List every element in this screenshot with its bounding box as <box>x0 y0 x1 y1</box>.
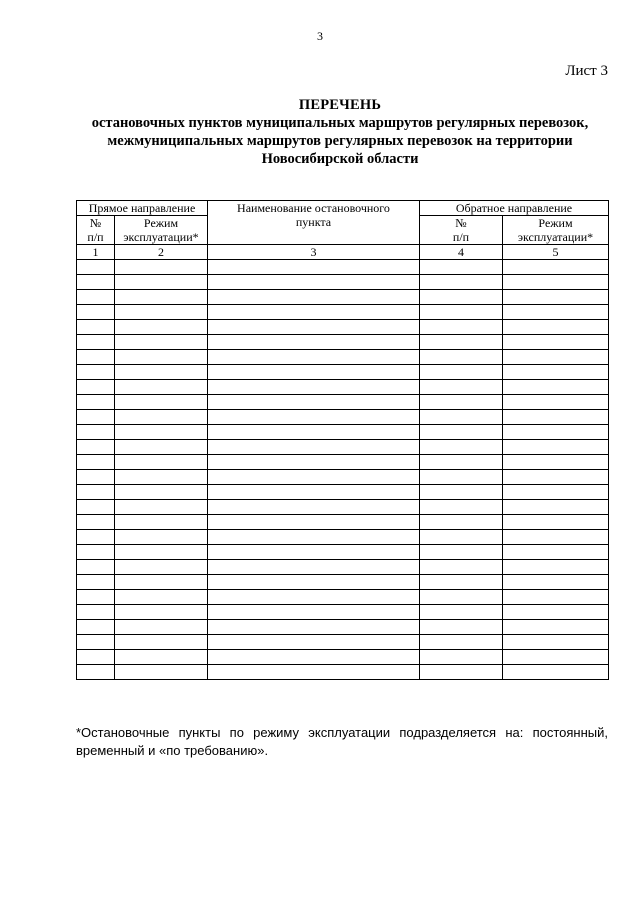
table-cell <box>503 590 609 605</box>
table-cell <box>420 470 503 485</box>
title-main: ПЕРЕЧЕНЬ <box>298 97 382 113</box>
table-row <box>77 455 609 470</box>
mode-sublabel: эксплуатации* <box>123 230 199 244</box>
table-cell <box>77 455 115 470</box>
table-row <box>77 380 609 395</box>
table-cell <box>208 320 420 335</box>
table-row <box>77 545 609 560</box>
table-cell <box>420 605 503 620</box>
table-row <box>77 620 609 635</box>
table-cell <box>420 635 503 650</box>
table-cell <box>77 440 115 455</box>
table-cell <box>503 305 609 320</box>
table-cell <box>208 455 420 470</box>
table-cell <box>115 455 208 470</box>
table-cell <box>77 260 115 275</box>
table-cell <box>208 410 420 425</box>
table-cell <box>115 635 208 650</box>
num-abbrev: п/п <box>452 230 470 244</box>
table-cell <box>503 620 609 635</box>
table-cell <box>77 380 115 395</box>
table-cell <box>503 380 609 395</box>
table-cell <box>503 425 609 440</box>
table-cell <box>420 620 503 635</box>
table-row <box>77 440 609 455</box>
table-row <box>77 350 609 365</box>
stops-table <box>76 200 609 680</box>
table-cell <box>208 620 420 635</box>
table-cell <box>208 500 420 515</box>
table-cell <box>503 335 609 350</box>
document-title <box>60 96 620 168</box>
table-cell <box>115 530 208 545</box>
table-cell <box>208 530 420 545</box>
sheet-label: Лист 3 <box>565 63 608 79</box>
column-number: 1 <box>77 245 115 260</box>
table-row <box>77 470 609 485</box>
table-cell <box>503 560 609 575</box>
table-cell <box>77 605 115 620</box>
table-cell <box>77 545 115 560</box>
table-cell <box>420 395 503 410</box>
table-cell <box>115 545 208 560</box>
table-cell <box>77 515 115 530</box>
reverse-num-header <box>420 216 503 245</box>
table-cell <box>115 500 208 515</box>
table-cell <box>420 515 503 530</box>
table-cell <box>420 305 503 320</box>
table-cell <box>115 350 208 365</box>
table-cell <box>503 530 609 545</box>
table-cell <box>77 395 115 410</box>
num-abbrev: п/п <box>87 230 104 244</box>
table-cell <box>503 395 609 410</box>
table-cell <box>420 650 503 665</box>
table-cell <box>77 275 115 290</box>
table-cell <box>503 275 609 290</box>
table-cell <box>503 515 609 530</box>
column-number-row <box>77 245 609 260</box>
table-cell <box>77 470 115 485</box>
mode-label: Режим <box>538 216 573 230</box>
title-line-1: остановочных пунктов муниципальных маршрутов регулярных перевозок, <box>91 115 589 131</box>
table-cell <box>208 575 420 590</box>
table-row <box>77 365 609 380</box>
header-row-1 <box>77 201 609 216</box>
footnote: *Остановочные пункты по режиму эксплуатации подразделяется на: постоянный, временный и «по требованию». <box>76 725 608 758</box>
column-number: 2 <box>115 245 208 260</box>
table-cell <box>115 665 208 680</box>
table-cell <box>115 620 208 635</box>
stop-name-header: Наименование остановочного пункта <box>208 201 420 245</box>
column-number: 4 <box>420 245 503 260</box>
table-cell <box>77 350 115 365</box>
table-cell <box>420 365 503 380</box>
table-cell <box>115 470 208 485</box>
title-line-3: Новосибирской области <box>261 151 419 167</box>
table-row <box>77 320 609 335</box>
table-cell <box>77 650 115 665</box>
table-cell <box>77 320 115 335</box>
table-cell <box>420 290 503 305</box>
table-cell <box>208 290 420 305</box>
table-row <box>77 395 609 410</box>
table-cell <box>115 605 208 620</box>
table-cell <box>77 620 115 635</box>
table-cell <box>208 440 420 455</box>
table-cell <box>420 440 503 455</box>
table-cell <box>420 410 503 425</box>
table-cell <box>208 350 420 365</box>
table-cell <box>115 290 208 305</box>
table-cell <box>503 500 609 515</box>
mode-label: Режим <box>143 216 179 230</box>
table-cell <box>77 335 115 350</box>
table-cell <box>420 560 503 575</box>
table-cell <box>503 635 609 650</box>
table-row <box>77 665 609 680</box>
table-cell <box>420 320 503 335</box>
table-cell <box>503 410 609 425</box>
table-cell <box>420 425 503 440</box>
table-row <box>77 590 609 605</box>
table-cell <box>503 665 609 680</box>
table-cell <box>208 485 420 500</box>
num-symbol: № <box>89 216 102 230</box>
table-cell <box>115 275 208 290</box>
table-row <box>77 290 609 305</box>
table-cell <box>420 530 503 545</box>
forward-mode-header <box>115 216 208 245</box>
table-cell <box>115 650 208 665</box>
table-cell <box>77 365 115 380</box>
table-cell <box>77 305 115 320</box>
table-cell <box>420 485 503 500</box>
table-cell <box>503 545 609 560</box>
table-cell <box>115 575 208 590</box>
table-row <box>77 275 609 290</box>
table-cell <box>420 260 503 275</box>
table-cell <box>115 425 208 440</box>
table-cell <box>77 635 115 650</box>
table-cell <box>77 485 115 500</box>
table-cell <box>420 335 503 350</box>
table-cell <box>420 455 503 470</box>
table-cell <box>503 440 609 455</box>
table-cell <box>420 500 503 515</box>
table-cell <box>208 545 420 560</box>
table-row <box>77 425 609 440</box>
table-cell <box>503 365 609 380</box>
table-cell <box>208 365 420 380</box>
table-row <box>77 485 609 500</box>
num-symbol: № <box>455 216 467 230</box>
table-cell <box>420 665 503 680</box>
table-cell <box>420 575 503 590</box>
table-cell <box>77 665 115 680</box>
table-cell <box>503 485 609 500</box>
table-row <box>77 575 609 590</box>
table-row <box>77 305 609 320</box>
reverse-direction-header: Обратное направление <box>420 201 609 216</box>
table-cell <box>115 395 208 410</box>
table-cell <box>503 350 609 365</box>
table-cell <box>420 545 503 560</box>
table-cell <box>115 440 208 455</box>
page-number: 3 <box>317 29 323 43</box>
table-cell <box>77 575 115 590</box>
table-row <box>77 635 609 650</box>
table-cell <box>115 365 208 380</box>
table-cell <box>77 425 115 440</box>
table-row <box>77 260 609 275</box>
table-cell <box>115 410 208 425</box>
table-cell <box>77 500 115 515</box>
table-cell <box>208 380 420 395</box>
table-cell <box>503 605 609 620</box>
table-row <box>77 530 609 545</box>
table-cell <box>208 335 420 350</box>
table-cell <box>208 605 420 620</box>
table-cell <box>208 635 420 650</box>
mode-sublabel: эксплуатации* <box>517 230 594 244</box>
reverse-mode-header <box>503 216 609 245</box>
table-cell <box>77 560 115 575</box>
table-cell <box>208 260 420 275</box>
table-cell <box>208 470 420 485</box>
table-cell <box>503 290 609 305</box>
table-cell <box>208 650 420 665</box>
table-cell <box>115 560 208 575</box>
table-cell <box>503 455 609 470</box>
table-row <box>77 500 609 515</box>
table-row <box>77 410 609 425</box>
table-cell <box>208 515 420 530</box>
table-cell <box>77 590 115 605</box>
table-cell <box>503 260 609 275</box>
table-cell <box>420 380 503 395</box>
table-cell <box>208 395 420 410</box>
table-cell <box>77 290 115 305</box>
table-cell <box>77 530 115 545</box>
table-cell <box>115 380 208 395</box>
table-cell <box>503 650 609 665</box>
column-number: 3 <box>208 245 420 260</box>
table-cell <box>420 275 503 290</box>
table-cell <box>208 665 420 680</box>
table-cell <box>503 470 609 485</box>
title-line-2: межмуниципальных маршрутов регулярных перевозок на территории <box>107 133 573 149</box>
table-cell <box>208 590 420 605</box>
table-cell <box>115 335 208 350</box>
table-cell <box>115 590 208 605</box>
forward-num-header <box>77 216 115 245</box>
table-cell <box>115 320 208 335</box>
table-cell <box>115 305 208 320</box>
column-number: 5 <box>503 245 609 260</box>
table-cell <box>503 575 609 590</box>
table-row <box>77 335 609 350</box>
table-cell <box>115 260 208 275</box>
table-row <box>77 515 609 530</box>
table-cell <box>503 320 609 335</box>
table-row <box>77 605 609 620</box>
table-cell <box>420 590 503 605</box>
table-row <box>77 560 609 575</box>
table-cell <box>115 485 208 500</box>
table-cell <box>208 305 420 320</box>
table-cell <box>208 275 420 290</box>
table-row <box>77 650 609 665</box>
table-cell <box>208 560 420 575</box>
table-cell <box>420 350 503 365</box>
table-cell <box>208 425 420 440</box>
table-cell <box>115 515 208 530</box>
table-cell <box>77 410 115 425</box>
forward-direction-header: Прямое направление <box>77 201 208 216</box>
